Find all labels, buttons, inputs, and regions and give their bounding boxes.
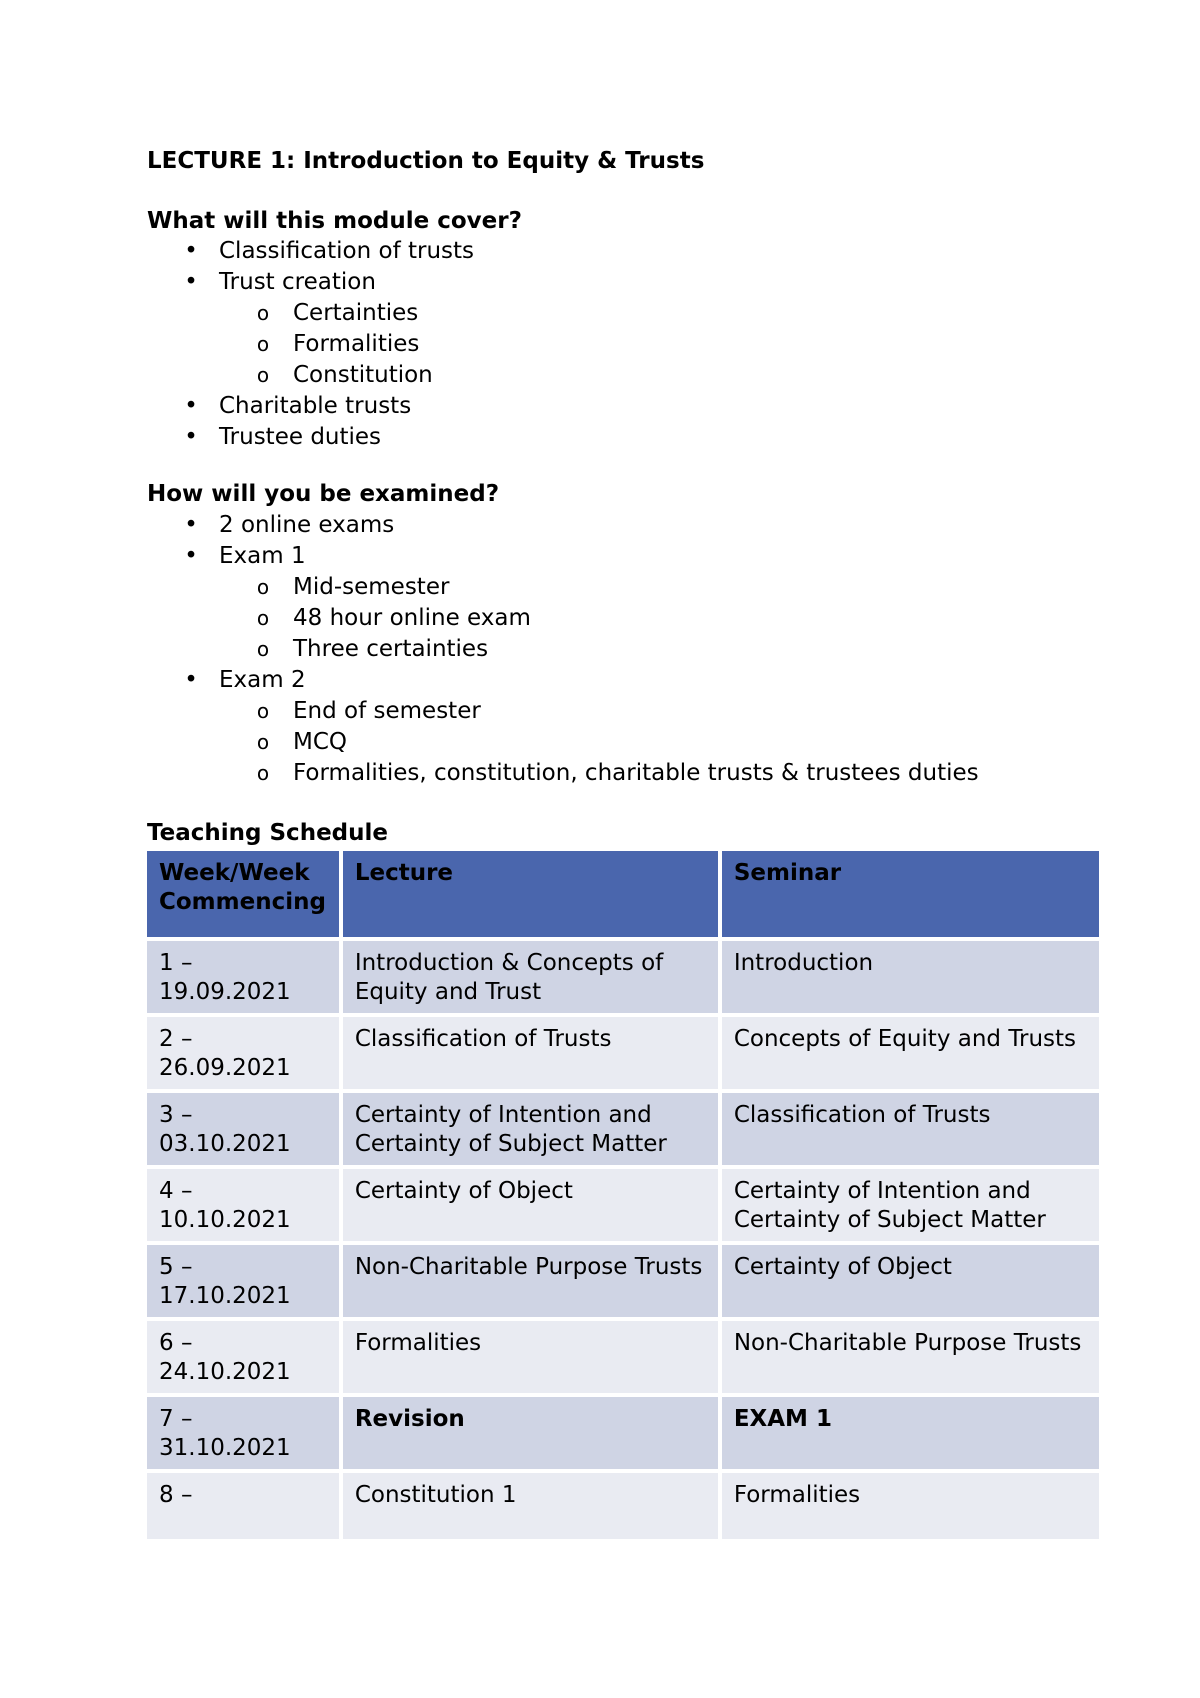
cell-seminar: Formalities — [722, 1473, 1099, 1539]
sub-bullet-marker: o — [256, 363, 270, 387]
module-cover-heading: What will this module cover? — [147, 208, 522, 234]
bullet-text: Certainties — [293, 300, 419, 326]
bullet-text: Formalities, constitution, charitable trusts & trustees duties — [293, 760, 979, 786]
column-header-seminar: Seminar — [722, 851, 1099, 937]
cell-week: 1 – 19.09.2021 — [147, 941, 339, 1013]
cell-lecture: Classification of Trusts — [343, 1017, 718, 1089]
cell-seminar: Concepts of Equity and Trusts — [722, 1017, 1099, 1089]
bullet-text: End of semester — [293, 698, 481, 724]
sub-bullet-marker: o — [256, 730, 270, 754]
table-row — [147, 1017, 1099, 1089]
cell-week: 5 – 17.10.2021 — [147, 1245, 339, 1317]
table-row — [147, 1093, 1099, 1165]
cell-lecture: Certainty of Object — [343, 1169, 718, 1241]
cell-seminar: Non-Charitable Purpose Trusts — [722, 1321, 1099, 1393]
sub-bullet-marker: o — [256, 301, 270, 325]
cell-lecture: Certainty of Intention and Certainty of Subject Matter — [343, 1093, 718, 1165]
bullet-marker: • — [184, 424, 198, 450]
table-row — [147, 1169, 1099, 1241]
cell-lecture: Revision — [343, 1397, 718, 1469]
cell-lecture: Formalities — [343, 1321, 718, 1393]
teaching-schedule-heading: Teaching Schedule — [147, 820, 388, 846]
bullet-text: Classification of trusts — [219, 238, 475, 264]
cell-lecture: Introduction & Concepts of Equity and Trust — [343, 941, 718, 1013]
bullet-text: Constitution — [293, 362, 433, 388]
bullet-text: 48 hour online exam — [293, 605, 531, 631]
sub-bullet-marker: o — [256, 606, 270, 630]
bullet-marker: • — [184, 667, 198, 693]
cell-week: 8 – — [147, 1473, 339, 1539]
teaching-schedule-table — [143, 847, 1103, 1543]
sub-bullet-marker: o — [256, 761, 270, 785]
cell-week: 2 – 26.09.2021 — [147, 1017, 339, 1089]
table-row — [147, 1245, 1099, 1317]
cell-seminar: Classification of Trusts — [722, 1093, 1099, 1165]
lecture-title: LECTURE 1: Introduction to Equity & Trusts — [147, 148, 705, 174]
bullet-text: Three certainties — [293, 636, 489, 662]
bullet-marker: • — [184, 238, 198, 264]
sub-bullet-marker: o — [256, 332, 270, 356]
cell-seminar: Certainty of Intention and Certainty of Subject Matter — [722, 1169, 1099, 1241]
bullet-text: 2 online exams — [219, 512, 395, 538]
bullet-text: Exam 1 — [219, 543, 306, 569]
sub-bullet-marker: o — [256, 575, 270, 599]
cell-week: 7 – 31.10.2021 — [147, 1397, 339, 1469]
table-row — [147, 1321, 1099, 1393]
bullet-marker: • — [184, 512, 198, 538]
column-header-lecture: Lecture — [343, 851, 718, 937]
sub-bullet-marker: o — [256, 699, 270, 723]
bullet-text: Charitable trusts — [219, 393, 412, 419]
bullet-text: Formalities — [293, 331, 420, 357]
bullet-marker: • — [184, 393, 198, 419]
cell-week: 4 – 10.10.2021 — [147, 1169, 339, 1241]
table-header-row — [147, 851, 1099, 937]
bullet-text: Exam 2 — [219, 667, 306, 693]
table-row — [147, 1397, 1099, 1469]
cell-seminar: EXAM 1 — [722, 1397, 1099, 1469]
bullet-text: Trustee duties — [219, 424, 382, 450]
bullet-marker: • — [184, 543, 198, 569]
cell-seminar: Introduction — [722, 941, 1099, 1013]
bullet-text: MCQ — [293, 729, 348, 755]
schedule-body — [147, 941, 1099, 1539]
cell-lecture: Constitution 1 — [343, 1473, 718, 1539]
bullet-text: Mid-semester — [293, 574, 450, 600]
sub-bullet-marker: o — [256, 637, 270, 661]
bullet-marker: • — [184, 269, 198, 295]
column-header-week: Week/Week Commencing — [147, 851, 339, 937]
cell-lecture: Non-Charitable Purpose Trusts — [343, 1245, 718, 1317]
table-row — [147, 1473, 1099, 1539]
examination-heading: How will you be examined? — [147, 481, 500, 507]
cell-seminar: Certainty of Object — [722, 1245, 1099, 1317]
table-row — [147, 941, 1099, 1013]
cell-week: 3 – 03.10.2021 — [147, 1093, 339, 1165]
cell-week: 6 – 24.10.2021 — [147, 1321, 339, 1393]
bullet-text: Trust creation — [219, 269, 376, 295]
